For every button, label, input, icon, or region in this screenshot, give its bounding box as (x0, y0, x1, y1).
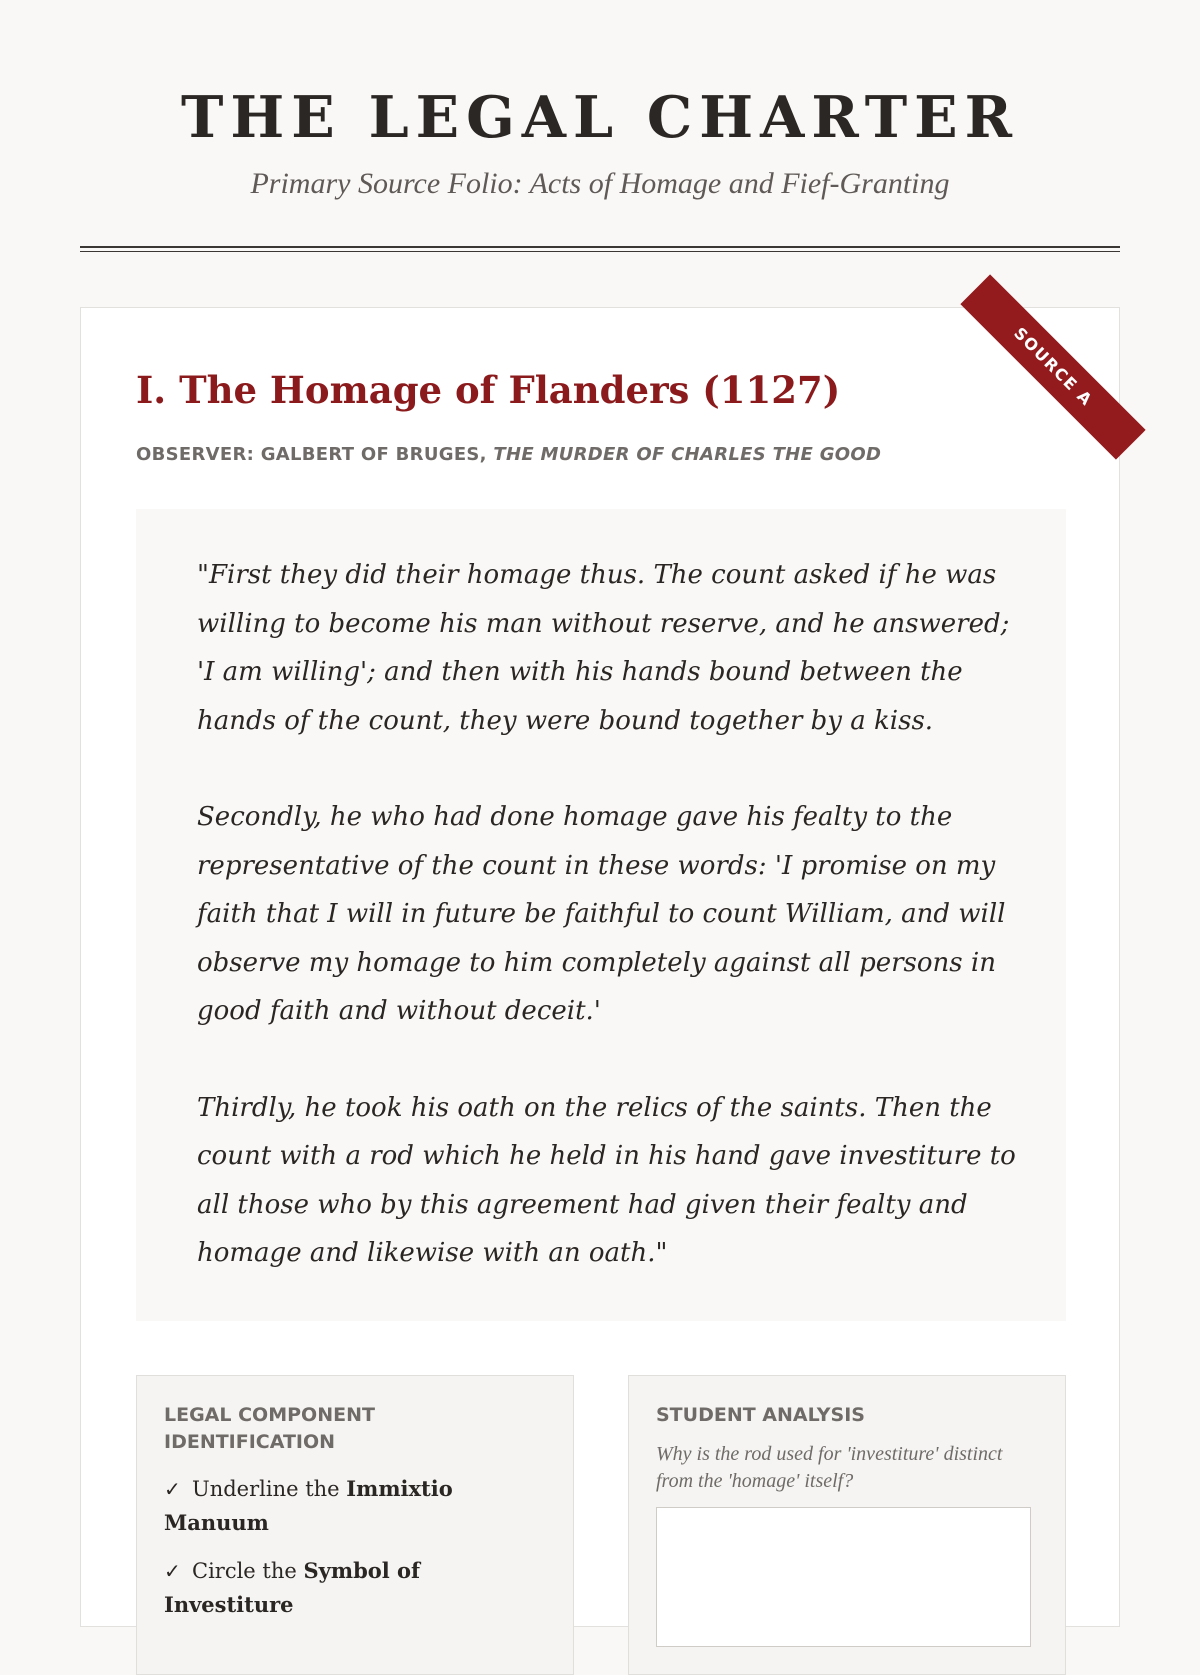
quote-paragraph: "First they did their homage thus. The count asked if he was willing to become his man without reserve, and he answered; 'I am willing'; and then with his hands bound between the hands of the count, they were bound together by a kiss. (197, 560, 1010, 736)
source-title: I. The Homage of Flanders (1127) (136, 368, 841, 412)
checklist-item (164, 1472, 494, 1540)
checklist-term: Immixtio Manuum (164, 1476, 453, 1535)
source-observer (136, 444, 881, 465)
page-title: THE LEGAL CHARTER (181, 84, 1019, 151)
checklist-prefix: Circle the (192, 1559, 297, 1583)
checklist-prefix: Underline the (192, 1477, 340, 1501)
quote-paragraph: Secondly, he who had done homage gave his fealty to the representative of the count in these words: 'I promise on my faith that I will in future be faithful to count William, and will observe my homage to him completely against all persons in good faith and without deceit.' (197, 802, 1006, 1026)
analysis-answer-box[interactable] (656, 1507, 1031, 1647)
component-checklist (164, 1472, 494, 1636)
student-analysis-heading: STUDENT ANALYSIS (656, 1404, 865, 1426)
observer-label: OBSERVER: GALBERT OF BRUGES, (136, 444, 487, 465)
student-analysis-panel (628, 1375, 1066, 1675)
checklist-term: Symbol of Investiture (164, 1558, 421, 1617)
primary-source-quote (136, 509, 1066, 1321)
source-ribbon: SOURCE A (960, 274, 1145, 459)
checkmark-icon: ✓ (164, 1477, 181, 1501)
legal-component-heading: LEGAL COMPONENT IDENTIFICATION (164, 1404, 375, 1453)
checklist-item (164, 1554, 494, 1622)
masthead (80, 0, 1120, 255)
observer-work: THE MURDER OF CHARLES THE GOOD (493, 444, 882, 465)
page-subtitle: Primary Source Folio: Acts of Homage and Fief-Granting (250, 167, 950, 200)
analysis-prompt: Why is the rod used for 'investiture' distinct from the 'homage' itself? (656, 1443, 1003, 1492)
checkmark-icon: ✓ (164, 1559, 181, 1583)
legal-component-panel (136, 1375, 574, 1675)
quote-paragraph: Thirdly, he took his oath on the relics of the saints. Then the count with a rod which he held in his hand gave investiture to all those who by this agreement had given their fealty and homage and likewise with an oath." (197, 1092, 1016, 1268)
header-divider-thin (80, 251, 1120, 252)
source-card (80, 307, 1120, 1627)
header-divider (80, 246, 1120, 248)
